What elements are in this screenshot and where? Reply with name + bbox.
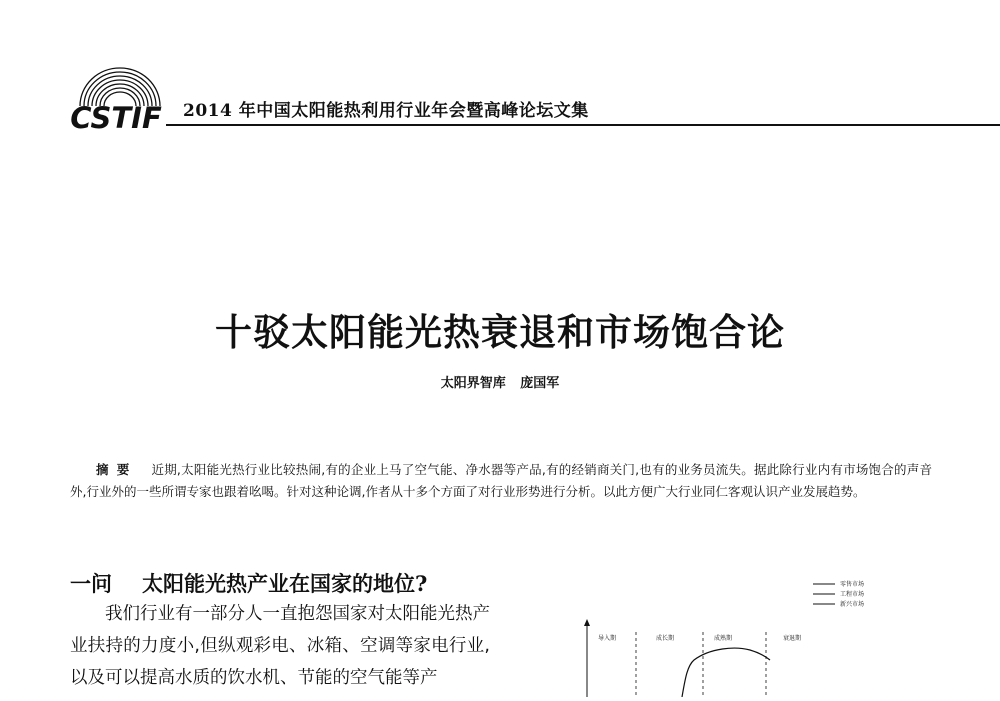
abstract bbox=[70, 459, 932, 503]
paper-title: 十驳太阳能光热衰退和市场饱合论 bbox=[215, 310, 785, 354]
legend-label-retail: 零售市场 bbox=[840, 581, 865, 588]
phase-label-introduction: 导入期 bbox=[598, 635, 617, 642]
phase-label-maturity: 成熟期 bbox=[714, 635, 733, 642]
logo-text: CSTIF bbox=[70, 101, 162, 132]
abstract-label: 摘要 bbox=[96, 462, 138, 477]
section-title: 太阳能光热产业在国家的地位? bbox=[142, 571, 428, 596]
legend-label-emerging: 新兴市场 bbox=[840, 601, 865, 608]
phase-label-growth: 成长期 bbox=[656, 635, 675, 642]
section-heading bbox=[70, 568, 427, 598]
lifecycle-curve bbox=[682, 648, 770, 697]
cstif-logo bbox=[66, 66, 166, 132]
lifecycle-diagram bbox=[570, 570, 930, 697]
axis-arrow bbox=[584, 619, 590, 626]
paper-authors: 太阳界智库 庞国军 bbox=[440, 376, 560, 391]
abstract-text: 近期,太阳能光热行业比较热闹,有的企业上马了空气能、净水器等产品,有的经销商关门,也有的业务员流失。据此除行业内有市场饱合的声音外,行业外的一些所谓专家也跟着吆喝。针对这种论调,作者从十多个方面了对行业形势进行分析。以此方便广大行业同仁客观认识产业发展趋势。 bbox=[70, 462, 932, 499]
header-divider bbox=[166, 124, 1000, 126]
proceedings-title: 2014 年中国太阳能热利用行业年会暨高峰论坛文集 bbox=[183, 101, 589, 121]
lifecycle-figure bbox=[570, 570, 930, 697]
body-paragraph bbox=[70, 598, 490, 694]
section-number: 一问 bbox=[70, 571, 112, 596]
rainbow-arcs-logo-icon bbox=[66, 66, 166, 132]
phase-label-decline: 衰退期 bbox=[783, 635, 802, 642]
legend-label-project: 工程市场 bbox=[840, 591, 865, 598]
body-paragraph-text: 我们行业有一部分人一直抱怨国家对太阳能光热产业扶持的力度小,但纵观彩电、冰箱、空调等家电行业,以及可以提高水质的饮水机、节能的空气能等产 bbox=[70, 604, 490, 688]
